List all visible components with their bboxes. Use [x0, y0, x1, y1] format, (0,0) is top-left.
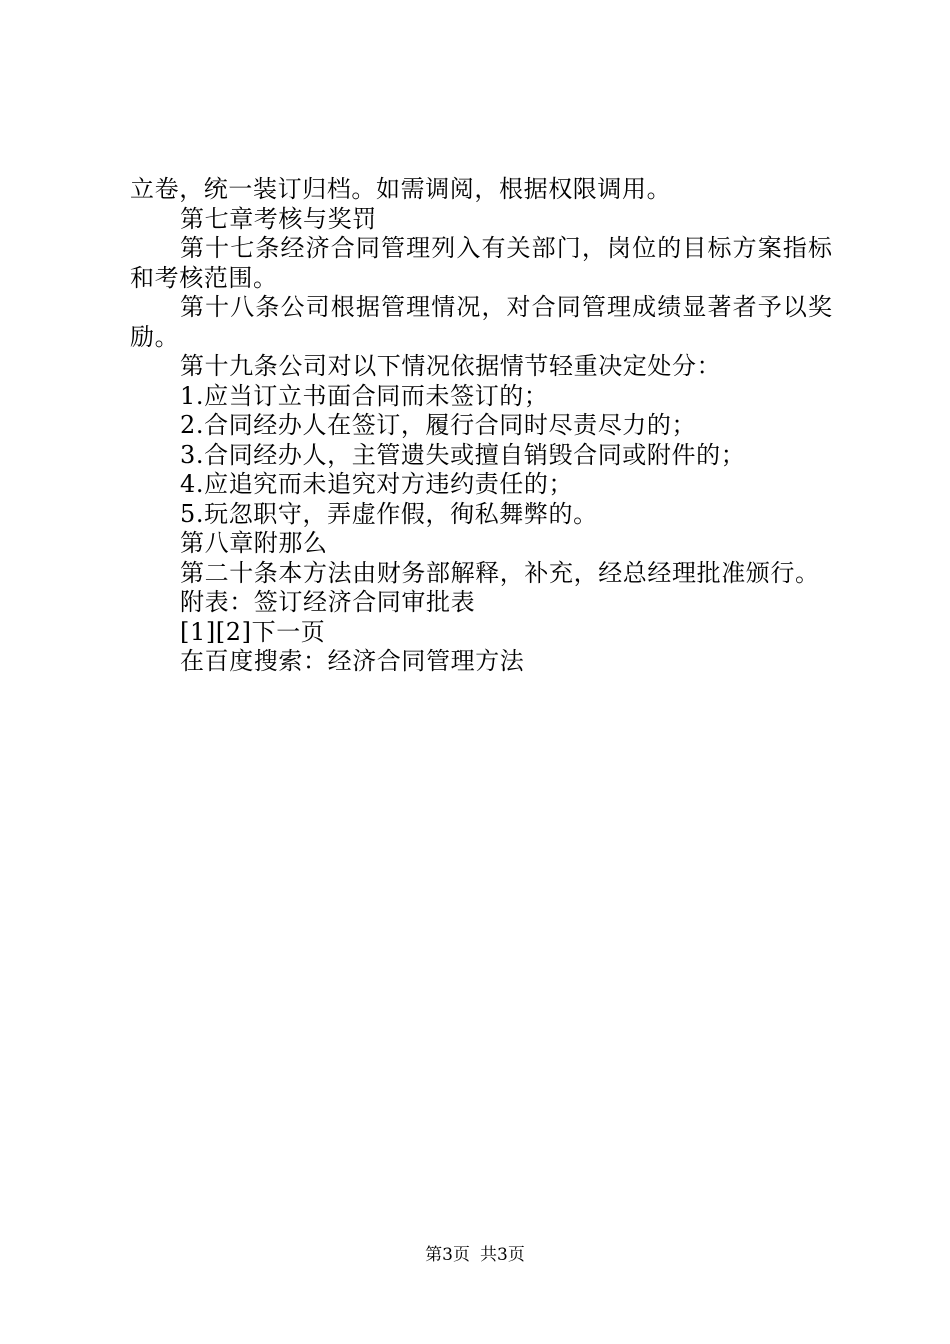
attachment-line: 附表：签订经济合同审批表: [180, 588, 476, 616]
list-item: 3.合同经办人，主管遗失或擅自销毁合同或附件的；: [180, 440, 746, 469]
article-line-continued: 励。: [130, 322, 180, 351]
article-line: 第十七条经济合同管理列入有关部门，岗位的目标方案指标: [180, 234, 832, 262]
article-line: 第二十条本方法由财务部解释，补充，经总经理批准颁行。: [180, 558, 820, 587]
list-item: 1.应当订立书面合同而未签订的；: [180, 381, 549, 410]
page-total: 共3页: [480, 1245, 525, 1265]
article-line: 第十九条公司对以下情况依据情节轻重决定处分：: [180, 352, 722, 380]
page-number: 第3页: [425, 1245, 470, 1265]
search-link[interactable]: 在百度搜索：经济合同管理方法: [180, 647, 525, 675]
list-item: 5.玩忽职守，弄虚作假，徇私舞弊的。: [180, 499, 598, 528]
list-item: 4.应追究而未追究对方违约责任的；: [180, 470, 574, 498]
paragraph-line: 立卷，统一装订归档。如需调阅，根据权限调用。: [130, 175, 672, 203]
document-body: [130, 175, 832, 677]
list-item: 2.合同经办人在签订，履行合同时尽责尽力的；: [180, 411, 697, 439]
chapter-heading: 第八章附那么: [180, 529, 328, 557]
chapter-heading: 第七章考核与奖罚: [180, 204, 377, 233]
article-line: 第十八条公司根据管理情况，对合同管理成绩显著者予以奖: [180, 293, 832, 321]
pagination-link[interactable]: [1][2]下一页: [180, 617, 326, 646]
page-footer: [0, 1244, 950, 1266]
article-line-continued: 和考核范围。: [130, 263, 278, 292]
